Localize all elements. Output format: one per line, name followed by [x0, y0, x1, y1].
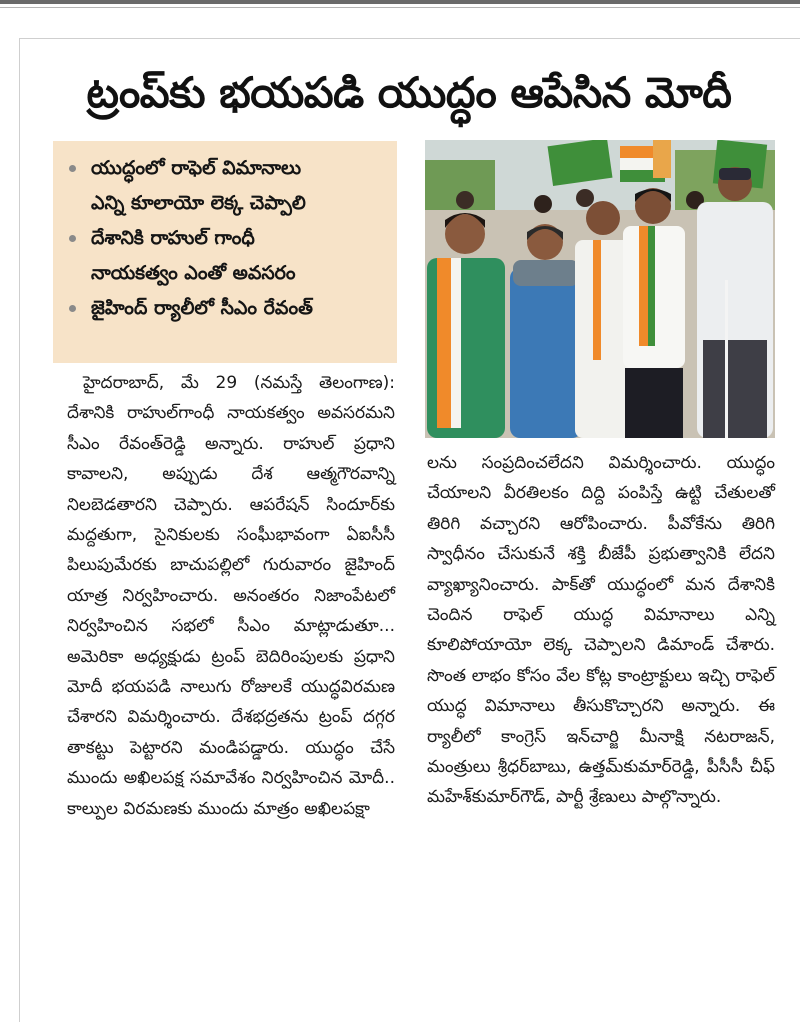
highlight-text: దేశానికి రాహుల్ గాంధీ	[91, 227, 255, 249]
highlight-text: జైహింద్ ర్యాలీలో సీఎం రేవంత్	[91, 297, 313, 319]
rally-photo-illustration	[425, 140, 775, 438]
highlight-item	[65, 186, 387, 221]
rally-photo	[425, 140, 775, 438]
highlight-item	[65, 221, 387, 256]
headline: ట్రంప్‌కు భయపడి యుద్ధం ఆపేసిన మోదీ	[86, 68, 732, 117]
highlight-text: యుద్ధంలో రాఫెల్ విమానాలు	[91, 157, 302, 179]
article-left-column: హైదరాబాద్, మే 29 (నమస్తే తెలంగాణ): దేశానికి రాహుల్‌గాంధీ నాయకత్వం అవసరమని సీఎం రేవంత్‌రెడ్డి అన్నారు. రాహుల్ ప్రధాని కావాలని, అప్పుడు దేశ ఆత్మగౌరవాన్ని నిలబెడతారని చెప్పారు. ఆపరేషన్ సిందూర్‌కు మద్దతుగా, సైనికులకు సంఘీభావంగా ఏఐసీసీ పిలుపుమేరకు బాచుపల్లిలో గురువారం జైహింద్ యాత్ర నిర్వహించారు. అనంతరం నిజాంపేటలో నిర్వహించిన సభలో సీఎం మాట్లాడుతూ... అమెరికా అధ్యక్షుడు ట్రంప్ బెదిరింపులకు ప్రధాని మోదీ భయపడి నాలుగు రోజులకే యుద్ధవిరమణ చేశారని విమర్శించారు. దేశభద్రతను ట్రంప్ దగ్గర తాకట్టు పెట్టారని మండిపడ్డారు. యుద్ధం చేసే ముందు అఖిలపక్ష సమావేశం నిర్వహించిన మోదీ.. కాల్పుల విరమణకు ముందు మాత్రం అఖిలపక్షా	[67, 373, 395, 819]
bullet-icon	[69, 165, 76, 172]
bullet-icon	[69, 235, 76, 242]
highlight-item	[65, 291, 387, 326]
bullet-icon	[69, 305, 76, 312]
highlight-item	[65, 256, 387, 291]
article-right-column: లను సంప్రదించలేదని విమర్శించారు. యుద్ధం చేయాలని వీరతిలకం దిద్ది పంపిస్తే ఉట్టి చేతులతో తిరిగి వచ్చారని ఆరోపించారు. పీవోకేను తిరిగి స్వాధీనం చేసుకునే శక్తి బీజేపీ ప్రభుత్వానికి లేదని వ్యాఖ్యానించారు. పాక్‌తో యుద్ధంలో మన దేశానికి చెందిన రాఫెల్ యుద్ధ విమానాలు ఎన్ని కూలిపోయాయో లెక్క చెప్పాలని డిమాండ్ చేశారు. సొంత లాభం కోసం వేల కోట్ల కాంట్రాక్టులు ఇచ్చి రాఫెల్ యుద్ధ విమానాలు తీసుకొచ్చారని అన్నారు. ఈ ర్యాలీలో కాంగ్రెస్ ఇన్‌చార్జి మీనాక్షి నటరాజన్, మంత్రులు శ్రీధర్‌బాబు, ఉత్తమ్‌కుమార్‌రెడ్డి, పీసీసీ చీఫ్ మహేశ్‌కుమార్‌గౌడ్, పార్టీ శ్రేణులు పాల్గొన్నారు.	[427, 453, 775, 808]
top-rule-thin	[0, 7, 800, 8]
highlight-text: నాయకత్వం ఎంతో అవసరం	[91, 262, 296, 284]
top-rule	[0, 0, 800, 4]
highlights-box	[53, 141, 397, 363]
highlight-text: ఎన్ని కూలాయో లెక్క చెప్పాలి	[91, 192, 306, 214]
highlight-item	[65, 151, 387, 186]
